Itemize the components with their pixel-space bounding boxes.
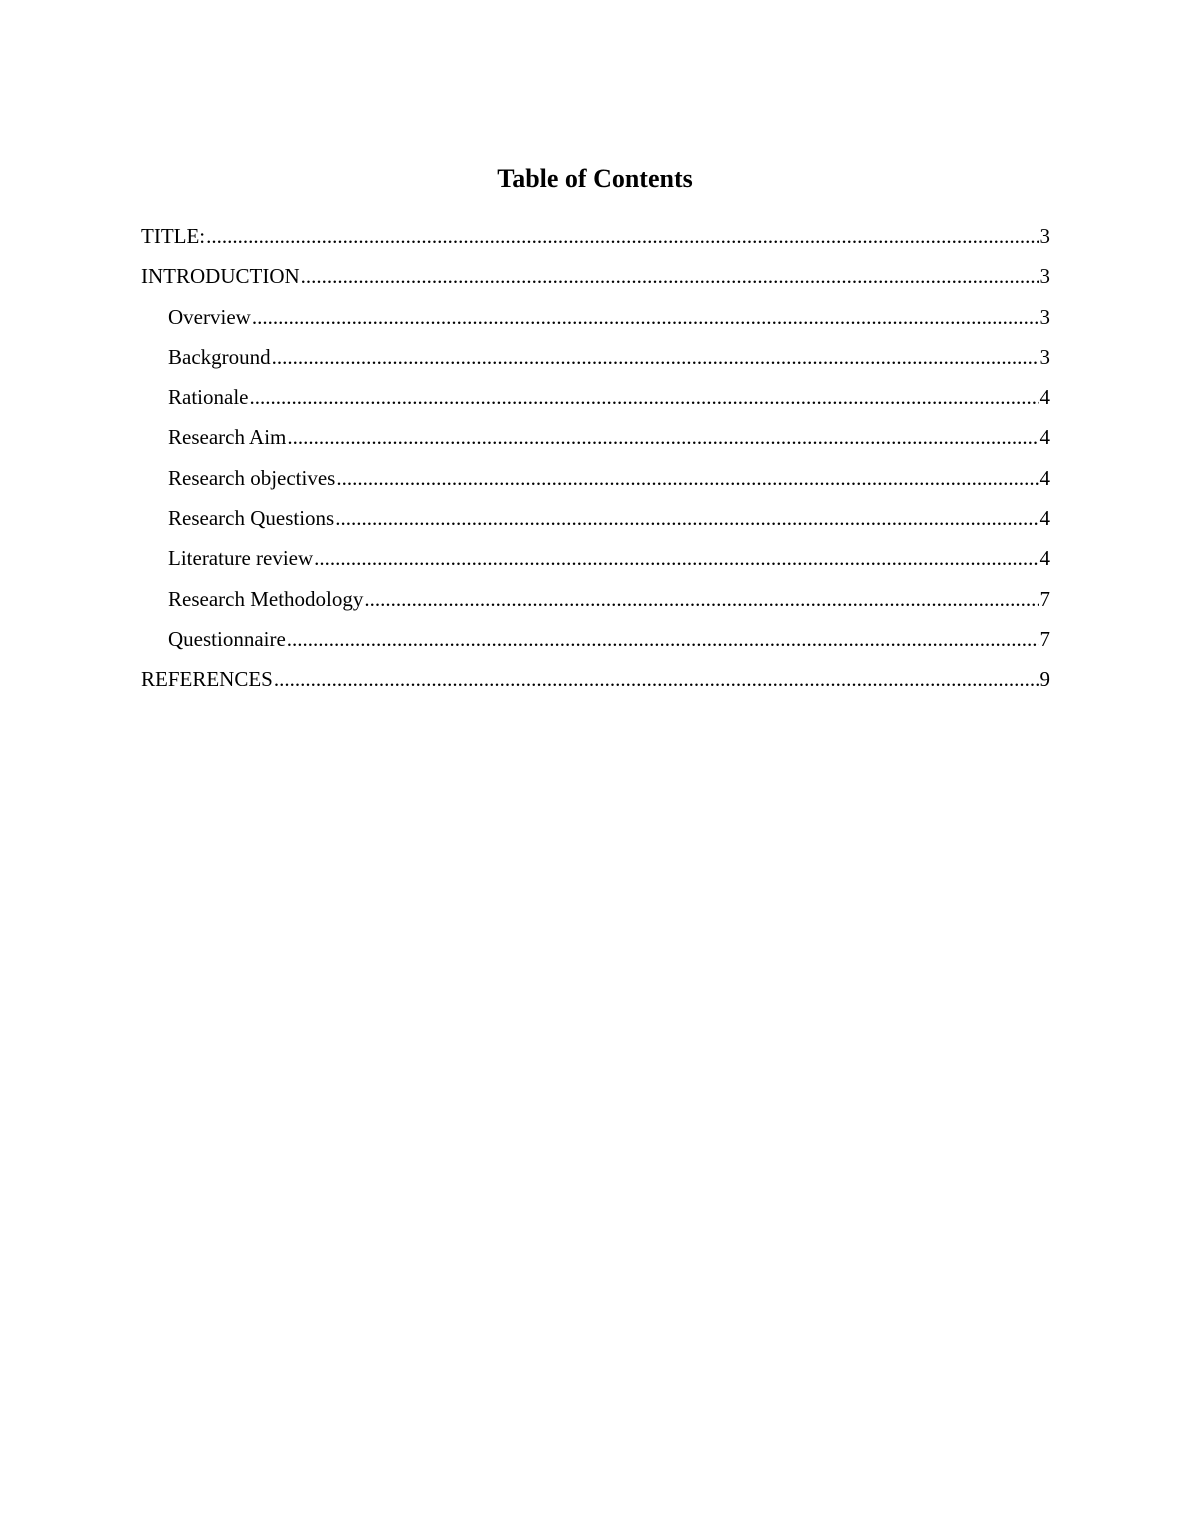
toc-entry-research-questions[interactable]: [141, 502, 1050, 542]
toc-entry-research-methodology[interactable]: [141, 583, 1050, 623]
toc-entry-label: Questionnaire: [168, 626, 286, 651]
toc-entry-questionnaire[interactable]: [141, 623, 1050, 663]
toc-heading: Table of Contents: [497, 164, 693, 193]
toc-entry-label: Research objectives: [168, 465, 336, 490]
toc-entry-label: Background: [168, 344, 271, 369]
toc-entry-page-number: 4: [1039, 385, 1050, 410]
dot-leader: [336, 462, 1038, 494]
toc-entry-page-number: 4: [1039, 465, 1050, 490]
toc-entry-literature-review[interactable]: [141, 542, 1050, 582]
dot-leader: [364, 583, 1038, 615]
toc-entry-page-number: 7: [1039, 626, 1050, 651]
toc-entry-page-number: 3: [1039, 224, 1050, 248]
toc-entry-research-aim[interactable]: [141, 421, 1050, 461]
toc-entry-rationale[interactable]: [141, 381, 1050, 421]
dot-leader: [272, 341, 1039, 373]
dot-leader: [287, 623, 1039, 655]
toc-entry-label: REFERENCES: [141, 667, 273, 692]
dot-leader: [249, 381, 1038, 413]
toc-entry-background[interactable]: [141, 341, 1050, 381]
toc-entry-references[interactable]: [141, 663, 1050, 703]
toc-entry-page-number: 3: [1039, 304, 1050, 329]
dot-leader: [335, 502, 1038, 534]
toc-entry-introduction[interactable]: [141, 260, 1050, 300]
toc-entry-label: Rationale: [168, 385, 249, 410]
toc-entry-page-number: 4: [1039, 425, 1050, 450]
toc-entry-overview[interactable]: [141, 301, 1050, 341]
toc-list: [141, 220, 1050, 704]
toc-entry-label: Research Methodology: [168, 586, 364, 611]
toc-entry-page-number: 7: [1039, 586, 1050, 611]
toc-entry-research-objectives[interactable]: [141, 462, 1050, 502]
toc-entry-page-number: 4: [1039, 506, 1050, 531]
toc-entry-page-number: 3: [1039, 344, 1050, 369]
toc-entry-label: Research Questions: [168, 506, 335, 531]
dot-leader: [314, 542, 1038, 574]
toc-entry-page-number: 4: [1039, 546, 1050, 571]
toc-entry-label: Research Aim: [168, 425, 287, 450]
toc-entry-page-number: 3: [1039, 264, 1050, 289]
toc-entry-label: TITLE:: [141, 224, 206, 248]
toc-entry-label: Overview: [168, 304, 251, 329]
toc-entry-label: Literature review: [168, 546, 314, 571]
dot-leader: [287, 421, 1038, 453]
toc-entry-label: INTRODUCTION: [141, 264, 300, 289]
toc-entry-title[interactable]: [141, 220, 1050, 260]
toc-entry-page-number: 9: [1039, 667, 1050, 692]
dot-leader: [252, 301, 1039, 333]
dot-leader: [206, 220, 1038, 252]
dot-leader: [274, 663, 1039, 695]
dot-leader: [301, 260, 1039, 292]
